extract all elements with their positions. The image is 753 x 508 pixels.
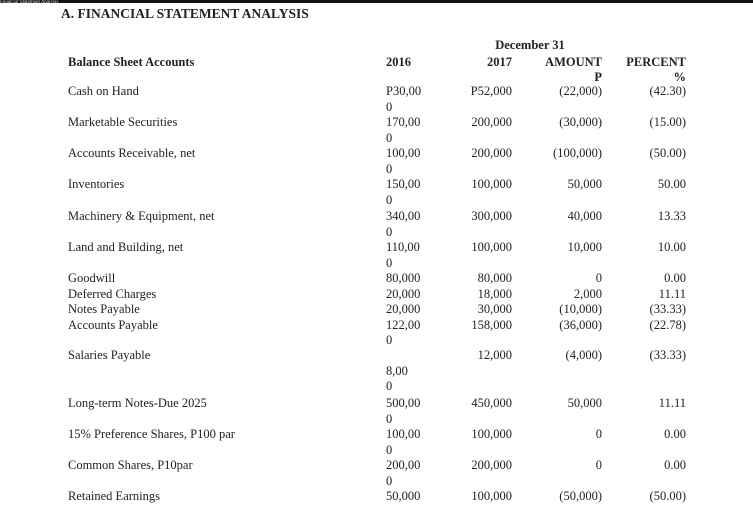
row-percent: 13.33: [657, 209, 686, 223]
row-2016: 100,00 0: [386, 146, 421, 176]
row-percent: (42.30): [649, 84, 686, 98]
row-amount: 50,000: [567, 396, 602, 410]
row-percent: 0.00: [664, 458, 686, 472]
row-account: Salaries Payable: [68, 348, 151, 362]
row-account: Inventories: [68, 177, 125, 191]
row-2016: P30,00 0: [386, 84, 422, 114]
row-2016: 8,00 0: [386, 363, 408, 393]
row-account: 15% Preference Shares, P100 par: [68, 427, 235, 441]
section-title: A. FINANCIAL STATEMENT ANALYSIS: [61, 6, 309, 21]
row-amount: (50,000): [559, 489, 602, 503]
row-percent: (50.00): [649, 146, 686, 160]
row-2017: 12,000: [477, 348, 512, 362]
row-2017: 100,000: [471, 177, 512, 191]
row-2017: 200,000: [471, 146, 512, 160]
top-bar-label: Financial Statement Analysis: [0, 0, 59, 5]
header-accounts: Balance Sheet Accounts: [68, 55, 195, 69]
row-percent: 0.00 11.11 (33.33) (22.78): [649, 271, 686, 332]
row-percent: 50.00: [657, 177, 686, 191]
row-2016: 150,00 0: [386, 177, 421, 207]
header-amount: AMOUNT P: [545, 55, 602, 84]
row-account: Cash on Hand: [68, 84, 139, 98]
row-2017: 100,000: [471, 489, 512, 503]
group-header-december: December 31: [495, 38, 565, 52]
row-account: Land and Building, net: [68, 240, 184, 254]
row-2017: 450,000: [471, 396, 512, 410]
row-percent: 10.00: [657, 240, 686, 254]
row-account: Common Shares, P10par: [68, 458, 193, 472]
row-percent: 11.11: [658, 396, 686, 410]
row-account: Machinery & Equipment, net: [68, 209, 215, 223]
row-amount: (4,000): [565, 348, 602, 362]
row-2017: P52,000: [470, 84, 512, 98]
row-2016: 200,00 0: [386, 458, 421, 488]
row-account: Goodwill Deferred Charges Notes Payable Accounts Payable: [68, 271, 158, 332]
row-2017: 100,000: [471, 427, 512, 441]
row-account: Long-term Notes-Due 2025: [68, 396, 207, 410]
row-amount: (100,000): [553, 146, 602, 160]
row-percent: (33.33): [649, 348, 686, 362]
row-account: Accounts Receivable, net: [68, 146, 196, 160]
row-2016: 170,00 0: [386, 115, 421, 145]
row-amount: (22,000): [559, 84, 602, 98]
row-2016: 100,00 0: [386, 427, 421, 457]
row-2016: 340,00 0: [386, 209, 421, 239]
row-amount: 40,000: [567, 209, 602, 223]
row-account: Retained Earnings: [68, 489, 160, 503]
row-amount: 10,000: [567, 240, 602, 254]
row-amount: 0: [595, 427, 602, 441]
row-2016: 80,000 20,000 20,000 122,00 0: [386, 271, 421, 347]
header-percent: PERCENT %: [626, 55, 686, 84]
row-percent: (15.00): [649, 115, 686, 129]
row-amount: 50,000: [567, 177, 602, 191]
row-amount: (30,000): [559, 115, 602, 129]
row-2016: 50,000: [386, 489, 421, 503]
row-2017: 300,000: [471, 209, 512, 223]
row-2017: 80,000 18,000 30,000 158,000: [471, 271, 512, 332]
top-bar: [0, 0, 753, 3]
row-percent: (50.00): [649, 489, 686, 503]
row-percent: 0.00: [664, 427, 686, 441]
header-2017: 2017: [487, 55, 512, 69]
row-2016: 500,00 0: [386, 396, 421, 426]
row-amount: 0: [595, 458, 602, 472]
row-account: Marketable Securities: [68, 115, 178, 129]
row-2017: 100,000: [471, 240, 512, 254]
row-2016: 110,00 0: [386, 240, 420, 270]
row-2017: 200,000: [471, 115, 512, 129]
header-2016: 2016: [386, 55, 411, 69]
row-2017: 200,000: [471, 458, 512, 472]
row-amount: 0 2,000 (10,000) (36,000): [559, 271, 602, 332]
